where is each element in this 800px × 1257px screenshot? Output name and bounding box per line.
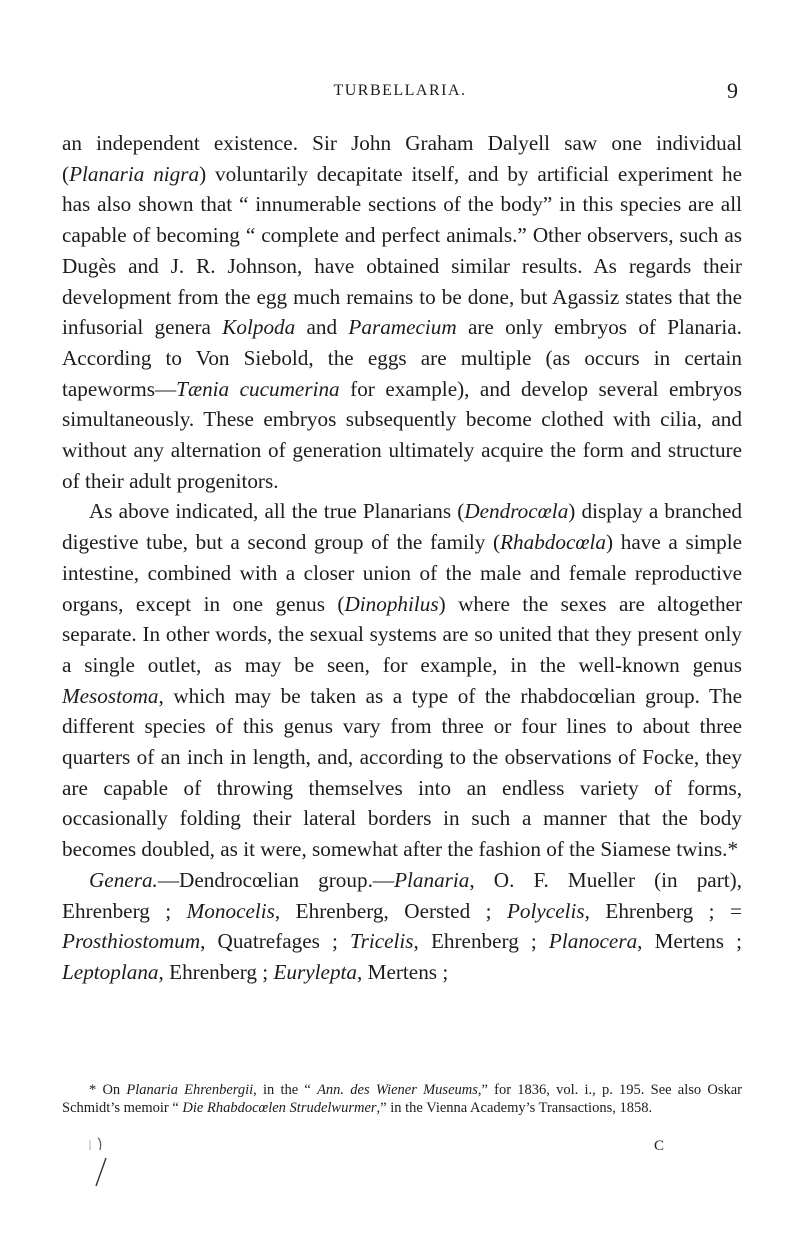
page-number: 9 [727,78,738,103]
text-run: , Ehrenberg ; = [584,898,742,923]
text-run: , O. F. Mueller (in part), Ehrenberg ; [62,867,742,923]
running-head [0,80,800,110]
italic-term: Leptoplana [62,959,159,984]
italic-term: Rhabdocœla [500,530,606,555]
italic-term: Tricelis [349,929,414,954]
body-text [62,128,742,988]
italic-term: Paramecium [348,315,457,340]
signature-letter: C [653,1138,664,1154]
text-run: , Ehrenberg ; [413,929,549,954]
italic-term: Planaria [394,867,470,892]
text-run: ,” for 1836, vol. i., p. 195. See also Oskar Schmidt’s memoir “ [62,1082,742,1116]
italic-term: Tænia cucumerina [176,376,340,401]
text-run: an independent existence. Sir John Graham Dalyell saw one individual ( [62,131,742,186]
signature-area [0,1130,800,1190]
text-run: ) have a simple intestine, combined with a closer union of the male and female reproductive organs, except in one genus ( [62,530,742,616]
pencil-mark-icon [84,1134,114,1190]
text-run: ,” in the Vienna Academy’s Transactions, 1858. [376,1099,653,1116]
text-run: , Mertens ; [357,959,449,984]
footnote [62,1082,742,1117]
italic-term: Mesostoma [62,683,159,708]
italic-term: Polycelis [506,898,585,923]
text-run: , Ehrenberg, Oersted ; [274,898,507,923]
paragraph-rhabdocoela [62,496,742,864]
italic-term: Planaria Ehrenbergii [126,1082,254,1098]
text-run: for example), and develop several embryos simultaneously. These embryos subsequently become clothed with cilia, and without any alternation of generation ultimately acquire the form and structure of their adult progenitors. [62,376,742,493]
text-run: * On [89,1082,127,1098]
text-run: ) voluntarily decapitate itself, and by artificial experiment he has also shown that “ innumerable sections of the body” in this species are all capable of becoming “ complete and perfect animals.” Other observers, such as Dugès and J. R. Johnson, have obtained similar results. As regards their development from the egg much remains to be done, but Agassiz states that the infusorial genera [62,161,742,340]
italic-term: Genera. [89,867,158,892]
text-run: , Quatrefages ; [200,929,350,954]
italic-term: Prosthiostomum [62,929,201,954]
text-run: and [295,315,349,340]
italic-term: Planaria nigra [69,161,200,186]
text-run: , in the “ [253,1082,318,1098]
text-run: ) where the sexes are altogether separate. In other words, the sexual systems are so united that they present only a single outlet, as may be seen, for example, in the well-known genus [62,591,742,677]
paragraph-development [62,128,742,496]
text-run: ) display a branched digestive tube, but a second group of the family ( [62,499,742,555]
text-run: As above indicated, all the true Planarians ( [89,499,465,524]
italic-term: Dendrocœla [464,499,569,524]
paragraph-genera [62,865,742,988]
italic-term: Die Rhabdocœlen Strudelwurmer [182,1099,377,1116]
text-run: , which may be taken as a type of the rhabdocœlian group. The different species of this genus vary from three or four lines to about three quarters of an inch in length, and, according to the observations of Focke, they are capable of throwing themselves into an endless variety of forms, occasionally folding their lateral borders in such a manner that the body becomes doubled, as it were, somewhat after the fashion of the Siamese twins.* [62,683,742,862]
text-run: are only embryos of Planaria. According to Von Siebold, the eggs are multiple (as occurs in certain tapeworms— [62,315,742,401]
text-run: , Mertens ; [637,929,742,954]
footnote-text [62,1082,742,1117]
italic-term: Eurylepta [273,959,358,984]
italic-term: Planocera [548,929,638,954]
running-title: TURBELLARIA. [333,82,467,99]
italic-term: Ann. des Wiener Museums [317,1082,478,1098]
italic-term: Kolpoda [222,315,296,340]
text-run: , Ehrenberg ; [158,959,274,984]
text-run: —Dendrocœlian group.— [157,867,395,892]
italic-term: Monocelis [186,898,275,923]
italic-term: Dinophilus [344,591,439,616]
